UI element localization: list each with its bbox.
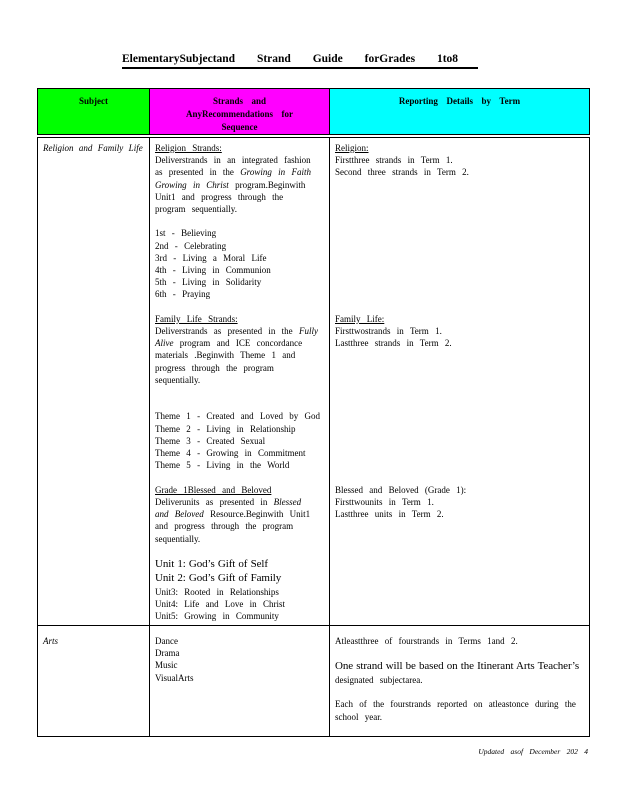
- text-line: sequentially.: [155, 533, 201, 544]
- text-line: Family Life:: [335, 314, 385, 324]
- text-line: Deliverstrands as presented in the Fully: [155, 326, 318, 337]
- text-line: Firsttwostrands in Term 1.: [335, 326, 442, 337]
- text-line: Theme 1 - Created and Loved by God: [155, 411, 321, 422]
- text-line: Blessed and Beloved (Grade 1):: [335, 485, 467, 495]
- text-line: Unit3: Rooted in Relationships: [155, 586, 279, 597]
- text-line: school year.: [335, 711, 383, 722]
- text-line: Unit5: Growing in Community: [155, 611, 279, 622]
- text-line: Strands and: [212, 96, 267, 106]
- text-line: [155, 386, 326, 398]
- header-cell-strands: [150, 89, 330, 134]
- text-line: AnyRecommendations for: [185, 109, 294, 119]
- text-line: Reporting Details by Term: [398, 96, 521, 106]
- text-line: Family Life Strands:: [155, 313, 238, 324]
- table-row-arts: [38, 626, 589, 736]
- text-line: Unit1 and progress through the: [155, 191, 284, 202]
- text-line: Dance: [155, 636, 178, 646]
- text-line: Second three strands in Term 2.: [335, 167, 469, 178]
- text-line: Each of the fourstrands reported on atleastonce during the: [335, 699, 576, 710]
- header-label-reporting: [330, 95, 589, 108]
- text-line: Religion Strands:: [155, 143, 222, 153]
- text-line: [155, 215, 326, 227]
- text-line: Atleastthree of fourstrands in Terms 1and 2.: [335, 636, 518, 646]
- reporting-block-family-life: [335, 313, 587, 350]
- text-line: Deliverstrands in an integrated fashion: [155, 155, 311, 166]
- text-line: Subject: [79, 96, 108, 106]
- text-line: One strand will be based on the Itinerant Arts Teacher’s: [335, 660, 580, 673]
- table-row-religion: [38, 138, 589, 626]
- text-line: [155, 301, 326, 313]
- text-line: Unit 1: God’s Gift of Self: [155, 557, 268, 570]
- text-line: [155, 545, 326, 557]
- text-line: Theme 5 - Living in the World: [155, 460, 290, 471]
- text-line: program sequentially.: [155, 204, 237, 215]
- text-line: Unit 2: God’s Gift of Family: [155, 572, 282, 585]
- reporting-cell-arts: [330, 626, 589, 736]
- text-line: Music: [155, 660, 178, 671]
- text-line: 4th - Living in Communion: [155, 265, 271, 276]
- strands-cell-religion: [150, 138, 330, 625]
- text-line: Theme 4 - Growing in Commitment: [155, 448, 306, 459]
- text-line: Lastthree strands in Term 2.: [335, 338, 452, 349]
- reporting-cell-religion: [330, 138, 589, 625]
- text-line: Sequence: [221, 122, 258, 132]
- table-body: [37, 137, 590, 737]
- table-header-row: [37, 88, 590, 135]
- footer-note: Updated asof December 202 4: [478, 747, 588, 756]
- text-line: Lastthree units in Term 2.: [335, 509, 444, 520]
- text-line: and progress through the program: [155, 521, 294, 532]
- text-line: Theme 3 - Created Sexual: [155, 435, 266, 446]
- text-line: Unit4: Life and Love in Christ: [155, 599, 285, 610]
- strands-cell-arts: [150, 626, 330, 736]
- text-line: [155, 471, 326, 483]
- text-line: designated subjectarea.: [335, 674, 423, 685]
- text-line: Alive program and ICE concordance: [155, 338, 303, 349]
- header-label-strands: [150, 95, 329, 134]
- text-line: Grade 1Blessed and Beloved: [155, 484, 272, 495]
- text-line: 6th - Praying: [155, 289, 211, 300]
- text-line: Firstthree strands in Term 1.: [335, 155, 453, 166]
- text-line: and Beloved Resource.Beginwith Unit1: [155, 509, 311, 520]
- text-line: [335, 647, 586, 659]
- header-cell-reporting: [330, 89, 589, 134]
- text-line: materials .Beginwith Theme 1 and: [155, 350, 296, 361]
- text-line: [335, 686, 586, 698]
- header-cell-subject: [38, 89, 150, 134]
- subject-cell-religion: Religion and Family Life: [38, 138, 150, 625]
- subject-cell-arts: Arts: [38, 626, 150, 736]
- text-line: [155, 398, 326, 410]
- reporting-block-blessed-beloved: [335, 484, 587, 521]
- text-line: Theme 2 - Living in Relationship: [155, 423, 296, 434]
- text-line: Deliverunits as presented in Blessed: [155, 496, 302, 507]
- page-title: ElementarySubjectand Strand Guide forGrades 1to8: [122, 53, 478, 69]
- text-line: VisualArts: [155, 672, 194, 683]
- header-label-subject: [38, 95, 149, 108]
- text-line: Growing in Christ program.Beginwith: [155, 179, 306, 190]
- text-line: sequentially.: [155, 374, 201, 385]
- text-line: 3rd - Living a Moral Life: [155, 252, 267, 263]
- text-line: Drama: [155, 648, 180, 659]
- text-line: 1st - Believing: [155, 228, 217, 239]
- text-line: as presented in the Growing in Faith: [155, 167, 311, 178]
- text-line: Religion:: [335, 143, 369, 153]
- text-line: 5th - Living in Solidarity: [155, 277, 262, 288]
- text-line: 2nd - Celebrating: [155, 240, 227, 251]
- text-line: Firsttwounits in Term 1.: [335, 497, 434, 508]
- reporting-block-religion: [335, 142, 587, 179]
- text-line: progress through the program: [155, 362, 274, 373]
